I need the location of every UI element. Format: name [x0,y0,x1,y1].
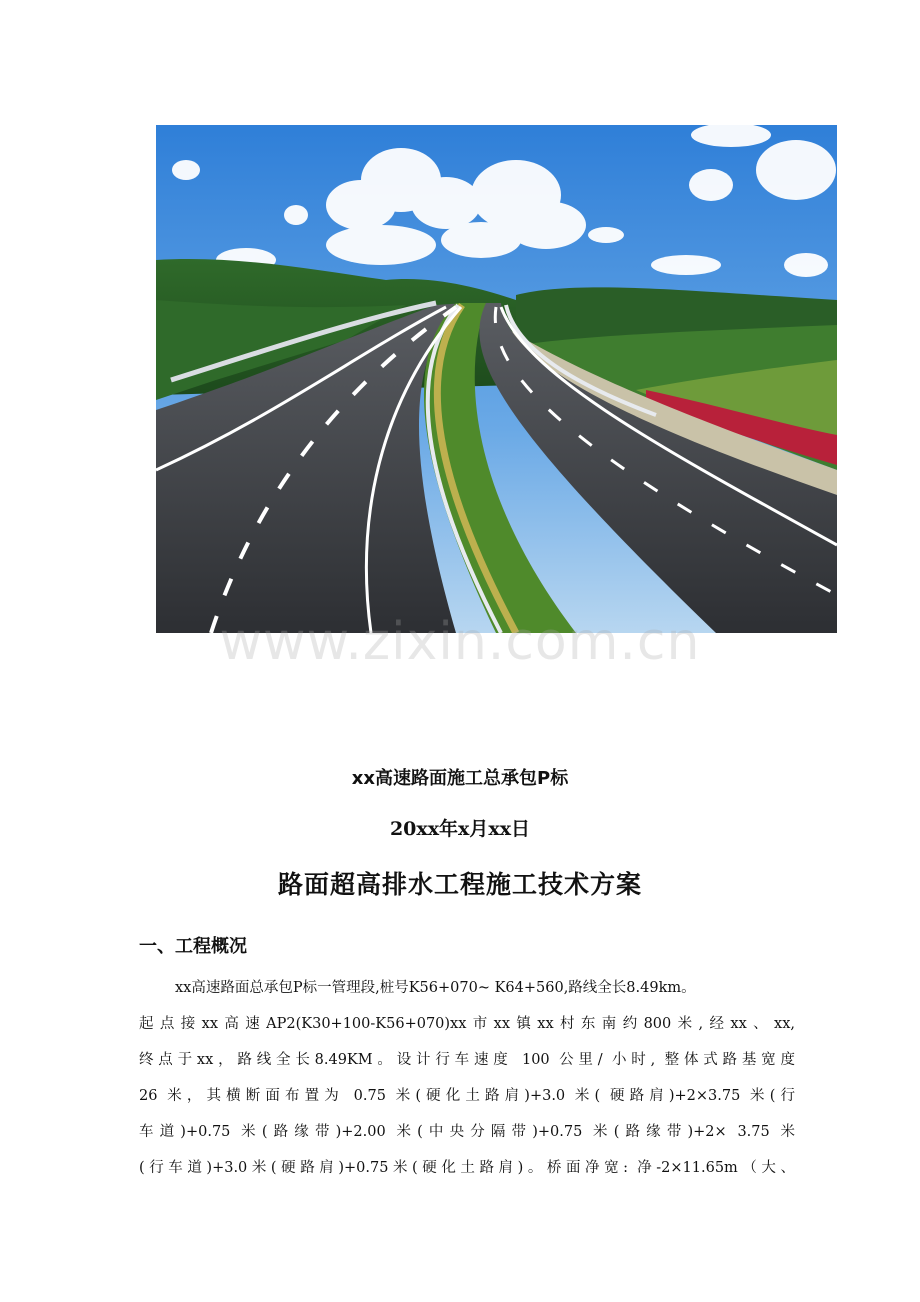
document-title: 路面超高排水工程施工技术方案 [277,870,642,899]
section-heading: 一、工程概况 [139,936,247,957]
body-line: (行车道)+3.0米(硬路肩)+0.75米(硬化土路肩)。桥面净宽: 净-2×11.65m（大、 [139,1160,795,1176]
body-line: 车道)+0.75 米(路缘带)+2.00 米(中央分隔带)+0.75 米(路缘带)+2× 3.75 米 [139,1124,795,1140]
body-line: 26 米，其横断面布置为 0.75 米(硬化土路肩)+3.0 米( 硬路肩)+2×3.75 米(行 [139,1088,795,1104]
project-name: xx高速路面施工总承包P标 [351,768,569,789]
cover-date: 20xx年x月xx日 [389,818,531,840]
body-line: 起点接xx高速AP2(K30+100-K56+070)xx市xx镇xx村东南约800米,经xx、xx, [139,1016,795,1032]
watermark-text: www.zixin.com.cn [219,612,701,672]
body-paragraph [139,975,795,1191]
body-line: xx高速路面总承包P标一管理段,桩号K56+070~ K64+560,路线全长8.49km。 [175,980,696,996]
cover-photo [156,125,837,633]
body-line: 终点于xx，路线全长8.49KM。设计行车速度 100 公里/ 小时, 整体式路基宽度 [139,1052,795,1068]
